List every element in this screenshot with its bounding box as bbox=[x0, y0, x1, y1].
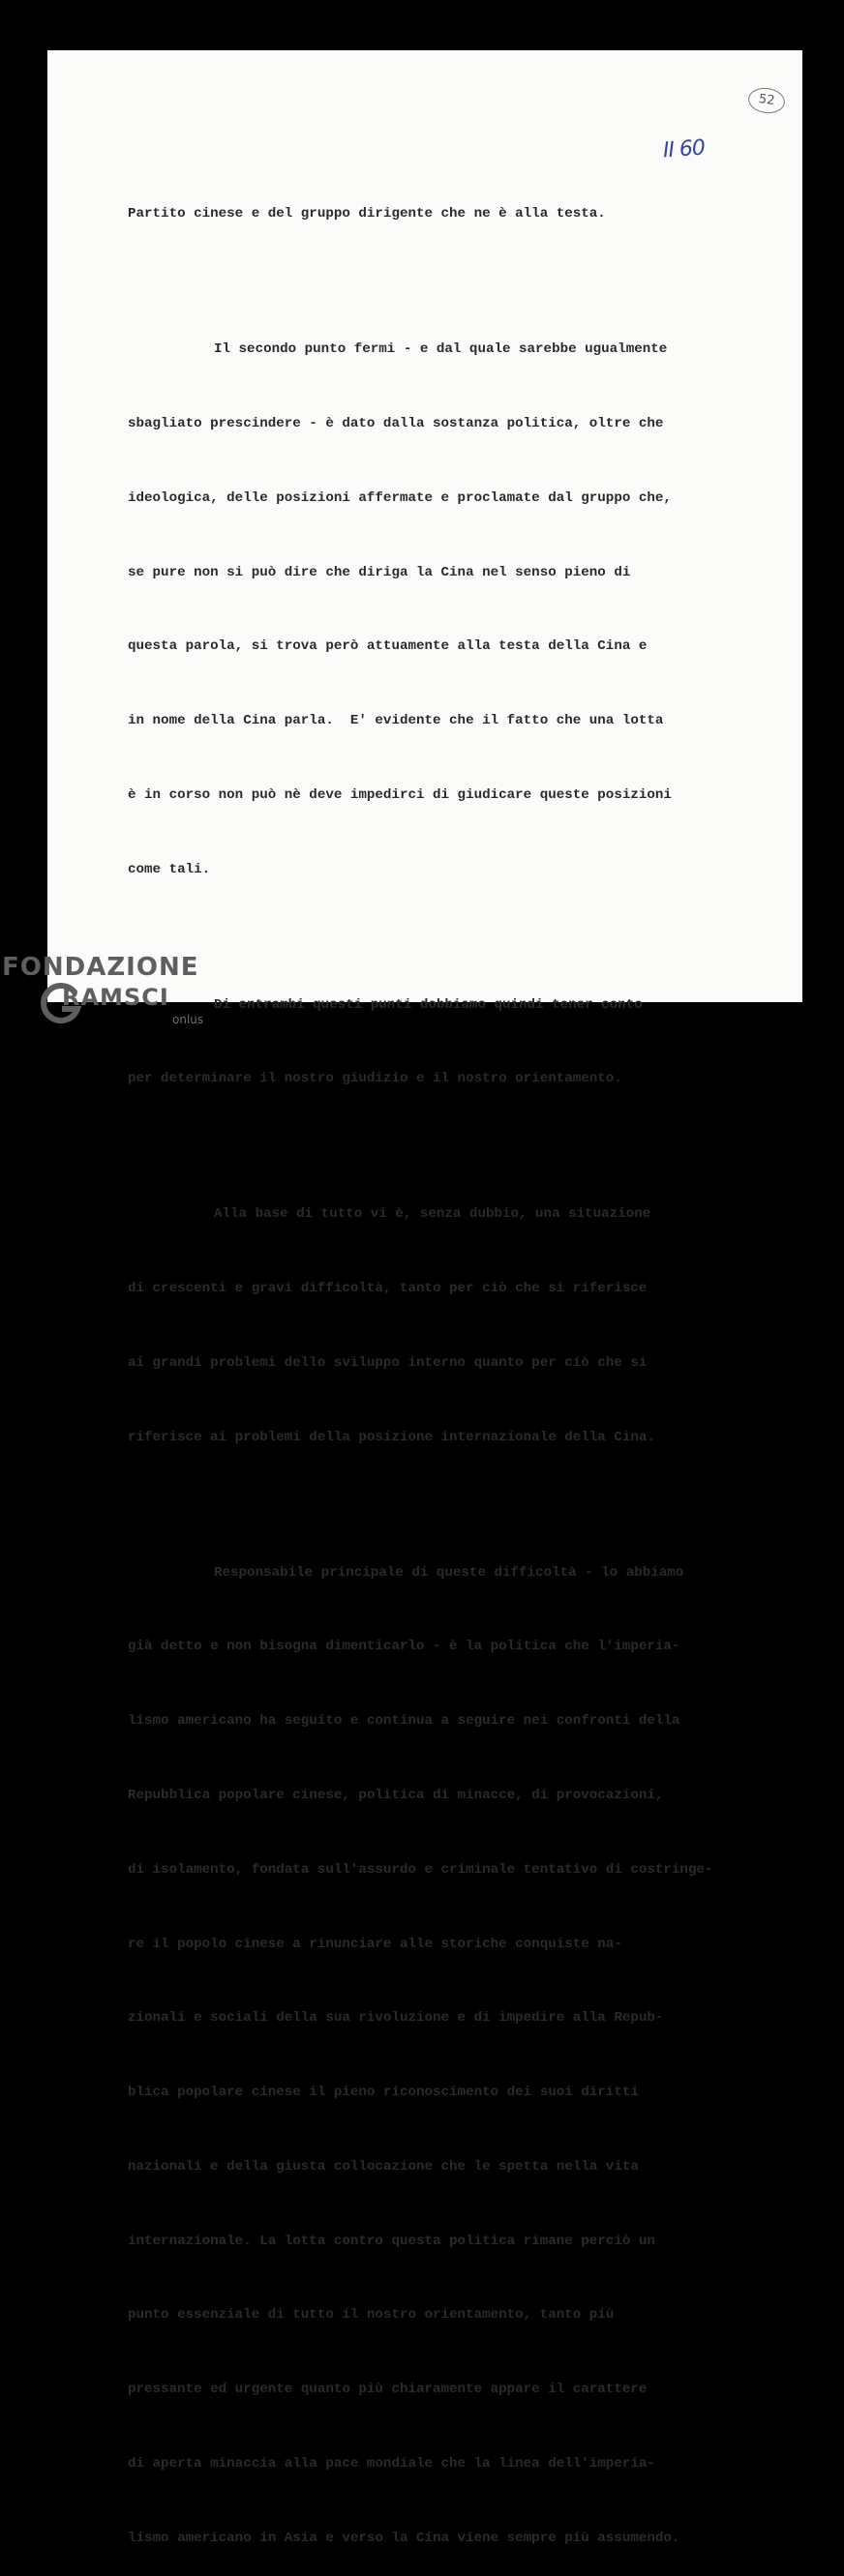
text-line: lismo americano ha seguito e continua a seguire nei confronti della bbox=[128, 1713, 680, 1730]
text-line: blica popolare cinese il pieno riconoscimento dei suoi diritti bbox=[128, 2085, 639, 2101]
text-line: come tali. bbox=[128, 861, 211, 877]
text-line: di isolamento, fondata sull'assurdo e criminale tentativo di costringe- bbox=[128, 1861, 713, 1878]
page-number-stamp: 52 bbox=[746, 85, 786, 115]
text-line: re il popolo cinese a rinunciare alle storiche conquiste na- bbox=[128, 1936, 622, 1952]
text-line: ideologica, delle posizioni affermate e proclamate dal gruppo che, bbox=[128, 489, 672, 506]
text-line: zionali e sociali della sua rivoluzione e di impedire alla Repub- bbox=[128, 2010, 664, 2027]
logo-line-1: FONDAZIONE bbox=[2, 953, 199, 982]
text-line: ai grandi problemi dello sviluppo interno quanto per ciò che si bbox=[128, 1354, 648, 1371]
text-line: sbagliato prescindere - è dato dalla sostanza politica, oltre che bbox=[128, 415, 664, 431]
text-line: per determinare il nostro giudizio e il nostro orientamento. bbox=[128, 1071, 622, 1087]
text-line: lismo americano in Asia e verso la Cina viene sempre più assumendo. bbox=[128, 2530, 680, 2546]
text-line: Di entrambi questi punti dobbiamo quindi tener conto bbox=[214, 996, 643, 1013]
typed-text bbox=[128, 153, 767, 2576]
text-line: questa parola, si trova però attuamente alla testa della Cina e bbox=[128, 638, 648, 655]
text-line: pressante ed urgente quanto più chiaramente appare il carattere bbox=[128, 2382, 648, 2398]
text-line: internazionale. La lotta contro questa politica rimane perciò un bbox=[128, 2233, 655, 2249]
text-line: se pure non si può dire che diriga la Cina nel senso pieno di bbox=[128, 564, 631, 580]
text-line: riferisce ai problemi della posizione internazionale della Cina. bbox=[128, 1429, 655, 1445]
text-line: già detto e non bisogna dimenticarlo - è la politica che l'imperia- bbox=[128, 1639, 680, 1655]
text-line: di aperta minaccia alla pace mondiale che la linea dell'imperia- bbox=[128, 2456, 655, 2472]
text-line: Partito cinese e del gruppo dirigente che ne è alla testa. bbox=[128, 206, 606, 222]
text-line: nazionali e della giusta collocazione che le spetta nella vita bbox=[128, 2158, 639, 2175]
text-line: Il secondo punto fermi - e dal quale sarebbe ugualmente bbox=[214, 341, 668, 358]
text-line: Repubblica popolare cinese, politica di minacce, di provocazioni, bbox=[128, 1788, 664, 1803]
text-line: di crescenti e gravi difficoltà, tanto per ciò che si riferisce bbox=[128, 1281, 648, 1297]
logo-line-2: RAMSCI bbox=[62, 984, 169, 1011]
text-line: Alla base di tutto vi è, senza dubbio, una situazione bbox=[214, 1206, 651, 1223]
text-line: in nome della Cina parla. E' evidente che il fatto che una lotta bbox=[128, 713, 664, 729]
handwritten-annotation: II 60 bbox=[662, 135, 706, 163]
text-line: è in corso non può nè deve impedirci di giudicare queste posizioni bbox=[128, 786, 672, 803]
logo-suffix: onlus bbox=[172, 1013, 204, 1026]
text-line: punto essenziale di tutto il nostro orientamento, tanto più bbox=[128, 2307, 615, 2324]
foundation-logo bbox=[2, 953, 234, 1040]
text-line: Responsabile principale di queste difficoltà - lo abbiamo bbox=[214, 1564, 684, 1581]
